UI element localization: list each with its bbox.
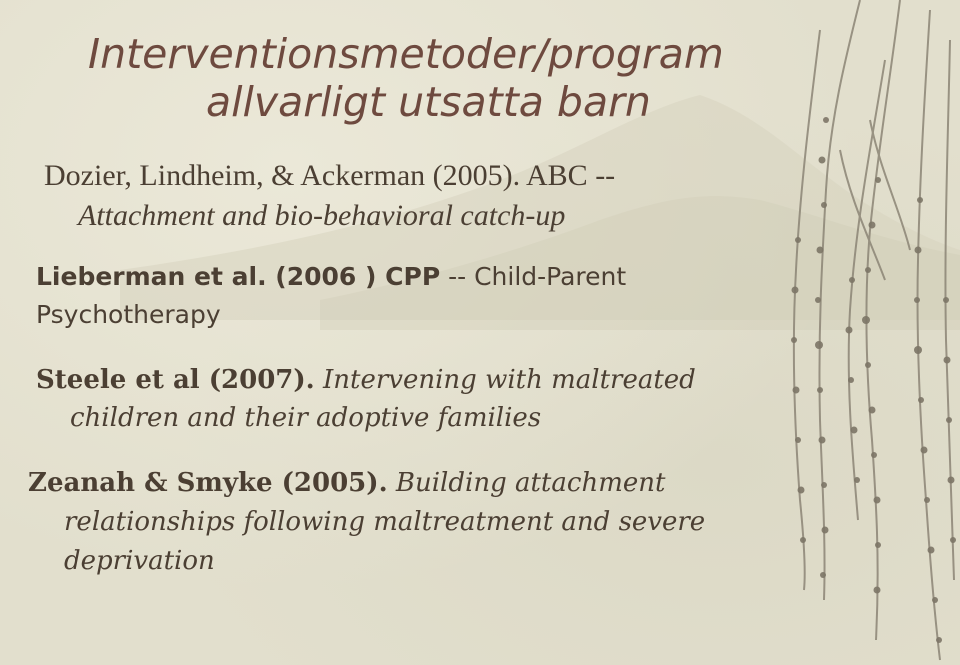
- reference-steele-authors: Steele et al (2007).: [36, 365, 315, 395]
- slide-title: [88, 30, 808, 126]
- reference-zeanah-title-cont-2: deprivation: [64, 546, 215, 576]
- slide-title-line-1: Interventionsmetoder/program: [88, 30, 724, 78]
- slide-title-line-2: allvarligt utsatta barn: [206, 78, 651, 126]
- reference-zeanah: [28, 464, 705, 581]
- reference-zeanah-title: Building attachment: [387, 468, 666, 498]
- reference-steele: [36, 361, 696, 437]
- reference-lieberman-title-cont: Psychotherapy: [36, 300, 221, 329]
- reference-zeanah-title-cont: relationships following maltreatment and severe: [64, 507, 706, 537]
- reference-dozier-title: Attachment and bio-behavioral catch-up: [78, 199, 566, 232]
- reference-dozier-authors: Dozier, Lindheim, & Ackerman (2005). ABC --: [44, 159, 616, 192]
- reference-steele-title: Intervening with maltreated: [314, 365, 696, 395]
- reference-lieberman-authors: Lieberman et al. (2006 ) CPP: [36, 262, 441, 291]
- reference-dozier: [44, 156, 615, 236]
- reference-steele-title-cont: children and their adoptive families: [70, 403, 542, 433]
- reference-zeanah-authors: Zeanah & Smyke (2005).: [28, 468, 388, 498]
- reference-lieberman-title: -- Child-Parent: [440, 262, 627, 291]
- reference-lieberman: [36, 258, 626, 334]
